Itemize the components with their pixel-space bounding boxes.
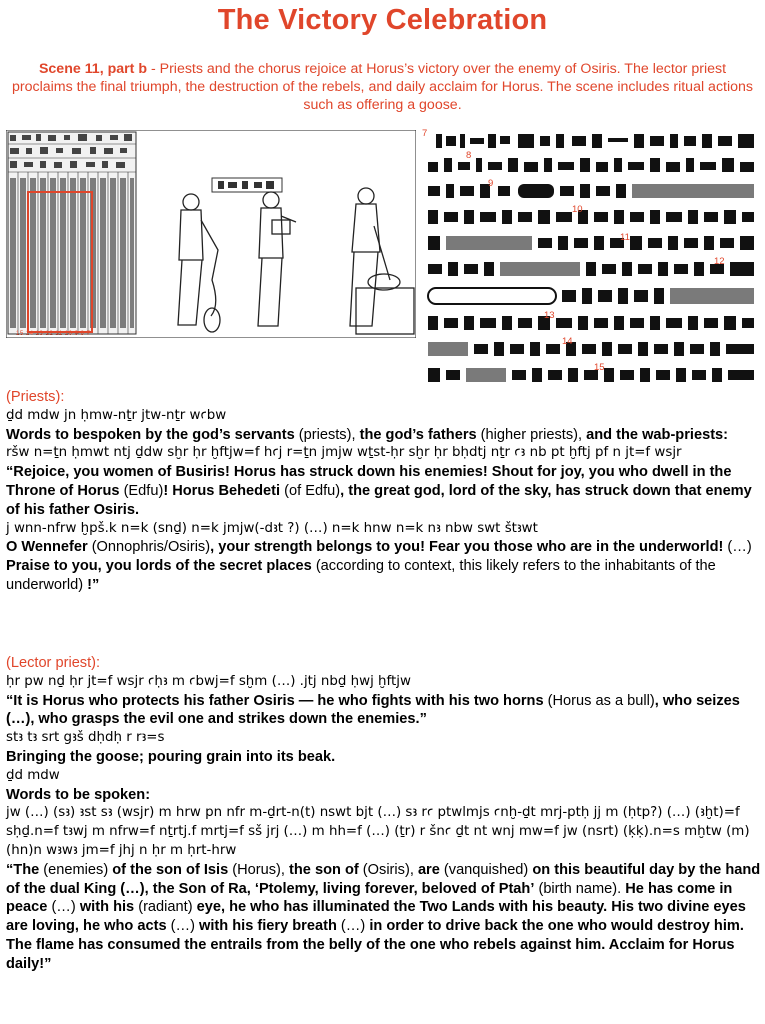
text-normal: (vanquished) [439,861,533,878]
text-normal: (higher priests), [476,426,587,443]
page-title: The Victory Celebration [217,4,548,36]
lector-translit-4: jw (…) (sꜣ) ꜣst sꜣ (wsjr) m hrw pn nfr m-ḏrt-n(t) nswt bjt (…) sꜣ rꜥ ptwlmjs ꜥnḫ-ḏt mrj-ptḥ jj m (ḥtp?) (…) (ꜣḫt)=f sḥḏ.n=f tꜣwj m nfrw=f nṯrtj.f mrtj=f sš jrj (…) m hh=f (…) (ṯr) r šnꜥ ḏt nt wnj mw=f jw (nsrt) (ḳḳ).n=s mḫtw (m) (hn)n wꜣwꜣ jm=f jhj n ḥr m ḥrt-hrw [6,805,750,858]
scene-label: Scene 11, part b [38,61,147,77]
text-bold: ! Horus Behedeti [163,482,281,499]
line-number-14: 14 [562,336,573,347]
text-bold: !” [87,576,100,593]
lector-translit-2: stꜣ tꜣ srt gꜣš dḥdḥ r rꜣ=s [6,730,165,746]
text-normal: (enemies) [39,861,113,878]
line-number-13: 13 [544,310,555,321]
text-bold: with his [79,899,135,916]
text-bold: O Wennefer [6,539,88,556]
text-normal: (Edfu) [119,482,164,499]
text-bold: “Rejoice, you women of Busiris! Horus has struck down his enemies! Shout for joy, you who dwell in the Throne of Horus [6,464,732,499]
line-number-12: 12 [714,256,725,267]
text-bold: , the great god, lord of the sky, has struck down that enemy of his father Osiris. [6,482,752,518]
scene-description: - Priests and the chorus rejoice at Horus’s victory over the enemy of Osiris. The lector priest proclaims the final triumph, the destruction of the rebels, and daily acclaim for Horus. The scene includes ritual actions such as offering a goose. [12,61,754,113]
text-bold: “It is Horus who protects his father Osiris — he who fights with his two horns [6,692,544,709]
intro-paragraph [12,60,753,114]
lector-speaker: (Lector priest): [6,655,101,671]
priests-translit-2: ršw n=ṯn ḥmwt ntj ḏdw sḫr ḥr ḫftjw=f hꜥj r=ṯn jmjw wṯst-ḥr sḫr ḥr bḥdtj nṯr ꜥꜣ nb pt ḫftj pf n jt=f wsjr [6,445,682,461]
line-number-8: 8 [466,150,472,161]
line-number-10: 10 [572,204,583,215]
relief-drawing [6,130,416,338]
relief-column-numbers: 15 14 13 12 11 10 9 8 7 [16,331,91,337]
text-bold: eye, he who has illuminated the Two Lands with his beauty. His two divine eyes are loving, he who acts [6,899,746,935]
lector-translation-4 [6,861,761,974]
text-bold: Words to be spoken: [6,786,151,803]
priests-translation-3 [6,538,761,594]
text-bold: in order to drive back the one who would destroy him. The flame has consumed the entrails from the belly of the one who rebels against him. Acclaim for Horus daily!” [6,918,744,972]
text-normal: (Osiris), [358,861,418,878]
priests-translit-3: j wnn-nfrw ḫpš.k n=k (snḏ) n=k jmjw(-dꜣt ?) (…) n=k hnw n=k nꜣ nbw swt štꜣwt [6,520,538,536]
line-number-15: 15 [594,362,605,373]
text-bold: the god’s fathers [359,426,477,443]
lector-translation-3 [6,786,761,805]
text-normal: (…) [723,539,752,556]
lector-translation-2 [6,748,761,767]
lector-section [6,654,761,974]
priests-translation-2 [6,463,761,519]
text-bold: Bringing the goose; pouring grain into its beak. [6,748,336,765]
text-bold: are [417,861,440,878]
priests-translation-1 [6,426,761,445]
text-bold: of the son of Isis [112,861,229,878]
priests-speaker: (Priests): [6,389,65,405]
line-number-9: 9 [488,178,494,189]
lector-translit-3: ḏd mdw [6,767,60,783]
text-bold: , your strength belongs to you! Fear you those who are in the underworld! [210,539,724,556]
text-bold: with his fiery breath [199,918,337,935]
text-bold: Praise to you, you lords of the secret places [6,558,312,575]
text-normal: (priests), [294,426,360,443]
text-bold: “The [6,861,40,878]
text-bold: on this beautiful day by the hand of the dual King (…), the Son of Ra, ‘Ptolemy, living forever, beloved of Ptah’ [6,861,761,897]
text-normal: (…) [166,918,200,935]
priests-translit-1: ḏd mdw jn ḥmw-nṯr jtw-nṯr wꜥbw [6,407,227,423]
text-bold: and the wab-priests: [586,426,729,443]
text-normal: (Onnophris/Osiris) [87,539,211,556]
priests-section [6,388,761,595]
lector-translit-1: ḥr pw nḏ ḥr jt=f wsjr ꜥḥꜣ m ꜥbwj=f sḫm (…) .jtj nbḏ ḥwj ḫftjw [6,673,411,689]
text-normal: (Horus as a bull) [543,692,655,709]
text-normal: (radiant) [134,899,197,916]
text-normal: (…) [336,918,370,935]
lector-translation-1 [6,692,761,730]
text-bold: Words to bespoken by the god’s servants [6,426,295,443]
text-normal: (according to context, this likely refers to the inhabitants of the underworld) [6,558,716,593]
line-number-11: 11 [620,232,630,243]
text-normal: (of Edfu) [280,482,341,499]
text-normal: (…) [47,899,80,916]
line-number-7: 7 [422,128,428,139]
hieroglyph-panel [422,128,762,390]
text-bold: , who seizes (…), who grasps the evil one and strikes down the enemies.” [6,692,740,728]
text-bold: He has come in peace [6,880,733,916]
text-normal: (birth name). [534,880,626,897]
text-bold: the son of [289,861,359,878]
text-normal: (Horus), [228,861,290,878]
hieroglyph-rows [422,128,762,390]
